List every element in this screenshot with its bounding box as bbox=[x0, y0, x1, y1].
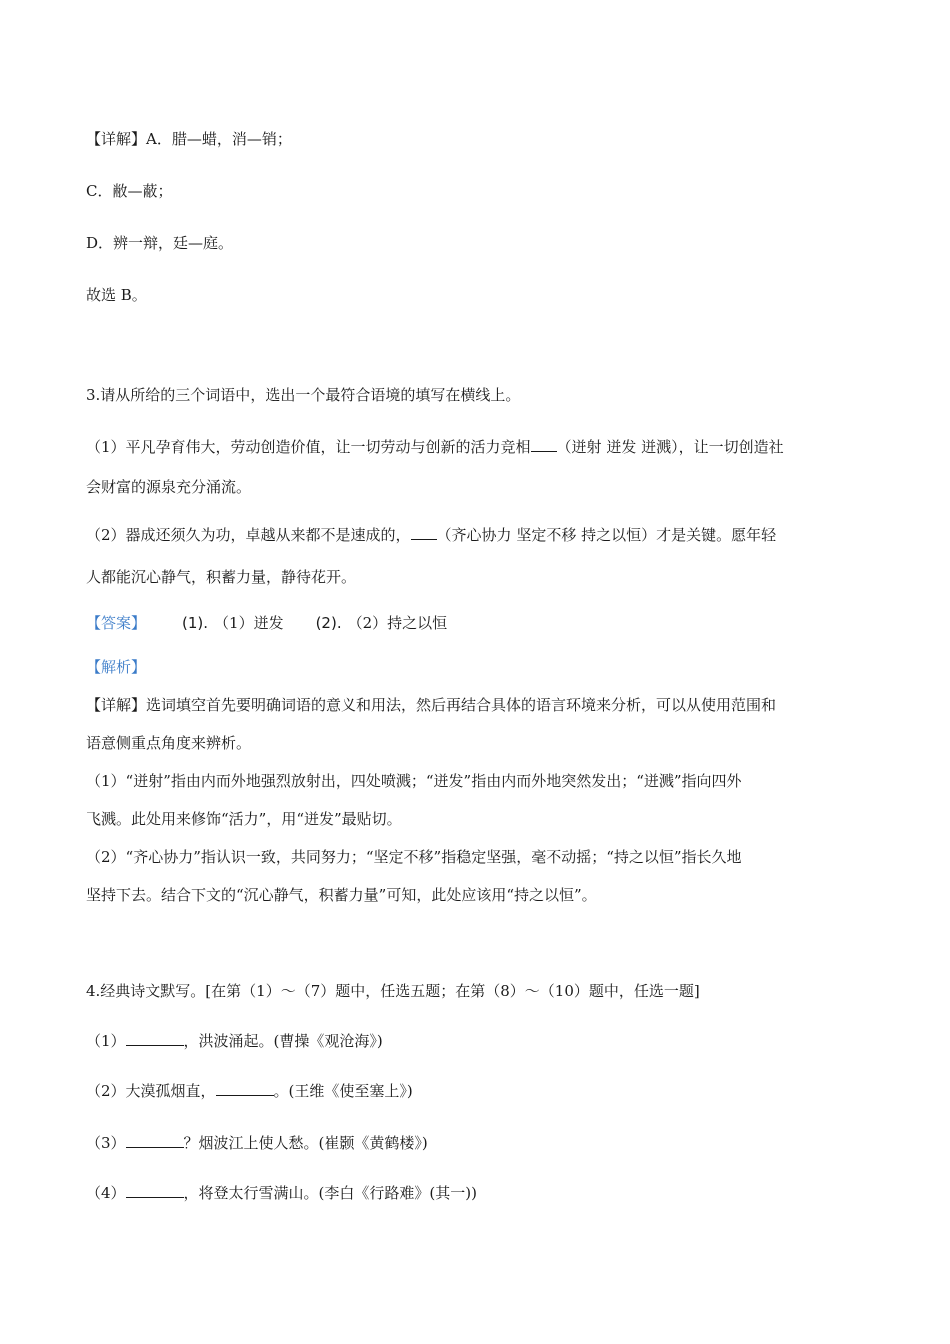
q4-i1-text: ，洪波涌起。(曹操《观沧海》) bbox=[183, 1032, 383, 1050]
q3-detail-1: 【详解】选词填空首先要明确词语的意义和用法，然后再结合具体的语言环境来分析，可以从使用范围和 bbox=[86, 696, 777, 714]
q4-item-1 bbox=[86, 1030, 383, 1052]
q2-detail-line-c: C．敝—蔽； bbox=[86, 182, 173, 200]
q3-s2-text-b: （齐心协力 坚定不移 持之以恒）才是关键。愿年轻 bbox=[436, 526, 777, 544]
q3-sentence-1 bbox=[86, 436, 784, 458]
q3-s1-text-a: （1）平凡孕育伟大，劳动创造价值，让一切劳动与创新的活力竞相 bbox=[86, 438, 531, 456]
analysis-label: 【解析】 bbox=[86, 658, 147, 676]
q2-detail-line-a: 【详解】A．腊—蜡，消—销； bbox=[86, 130, 292, 148]
q3-s1-blank bbox=[531, 436, 557, 452]
q3-s2-text-a: （2）器成还须久为功，卓越从来都不是速成的， bbox=[86, 526, 411, 544]
q4-stem: 4.经典诗文默写。[在第（1）～（7）题中，任选五题；在第（8）～（10）题中，任选一题] bbox=[86, 982, 700, 1000]
q3-answer bbox=[86, 612, 447, 634]
answer-1-num: (1). bbox=[182, 614, 209, 632]
answer-2-num: (2). bbox=[315, 614, 342, 632]
q4-i2-blank bbox=[216, 1080, 274, 1096]
answer-label: 【答案】 bbox=[86, 614, 147, 632]
q4-i4-text: ，将登太行雪满山。(李白《行路难》(其一)) bbox=[183, 1184, 477, 1202]
q3-s1-text-b: （迸射 迸发 迸溅），让一切创造社 bbox=[556, 438, 784, 456]
q4-i4-num: （4） bbox=[86, 1184, 126, 1202]
q4-i3-num: （3） bbox=[86, 1134, 126, 1152]
q3-s2-blank bbox=[411, 524, 437, 540]
q4-item-3 bbox=[86, 1132, 428, 1154]
answer-2-text: （2）持之以恒 bbox=[347, 614, 448, 632]
q3-detail-3: （1）“迸射”指由内而外地强烈放射出，四处喷溅；“迸发”指由内而外地突然发出；“迸溅”指向四外 bbox=[86, 772, 742, 790]
q4-i2-pre: （2）大漠孤烟直， bbox=[86, 1082, 216, 1100]
q4-item-4 bbox=[86, 1182, 477, 1204]
q3-detail-5: （2）“齐心协力”指认识一致，共同努力；“坚定不移”指稳定坚强，毫不动摇；“持之以恒”指长久地 bbox=[86, 848, 742, 866]
q4-i3-blank bbox=[126, 1132, 184, 1148]
q3-detail-6: 坚持下去。结合下文的“沉心静气，积蓄力量”可知，此处应该用“持之以恒”。 bbox=[86, 886, 597, 904]
q4-i4-blank bbox=[126, 1182, 184, 1198]
q4-i1-num: （1） bbox=[86, 1032, 126, 1050]
q3-sentence-2-cont: 人都能沉心静气，积蓄力量，静待花开。 bbox=[86, 568, 357, 586]
q4-item-2 bbox=[86, 1080, 413, 1102]
q3-sentence-2 bbox=[86, 524, 776, 546]
q3-detail-4: 飞溅。此处用来修饰“活力”，用“迸发”最贴切。 bbox=[86, 810, 402, 828]
q4-i1-blank bbox=[126, 1030, 184, 1046]
q3-sentence-1-cont: 会财富的源泉充分涌流。 bbox=[86, 478, 252, 496]
q3-stem: 3.请从所给的三个词语中，选出一个最符合语境的填写在横线上。 bbox=[86, 386, 521, 404]
q3-detail-2: 语意侧重点角度来辨析。 bbox=[86, 734, 252, 752]
q2-choice: 故选 B。 bbox=[86, 286, 147, 304]
q2-detail-line-d: D．辨一辩，廷—庭。 bbox=[86, 234, 234, 252]
q4-i3-text: ？烟波江上使人愁。(崔颢《黄鹤楼》) bbox=[183, 1134, 428, 1152]
q4-i2-text: 。(王维《使至塞上》) bbox=[273, 1082, 413, 1100]
answer-1-text: （1）迸发 bbox=[214, 614, 284, 632]
